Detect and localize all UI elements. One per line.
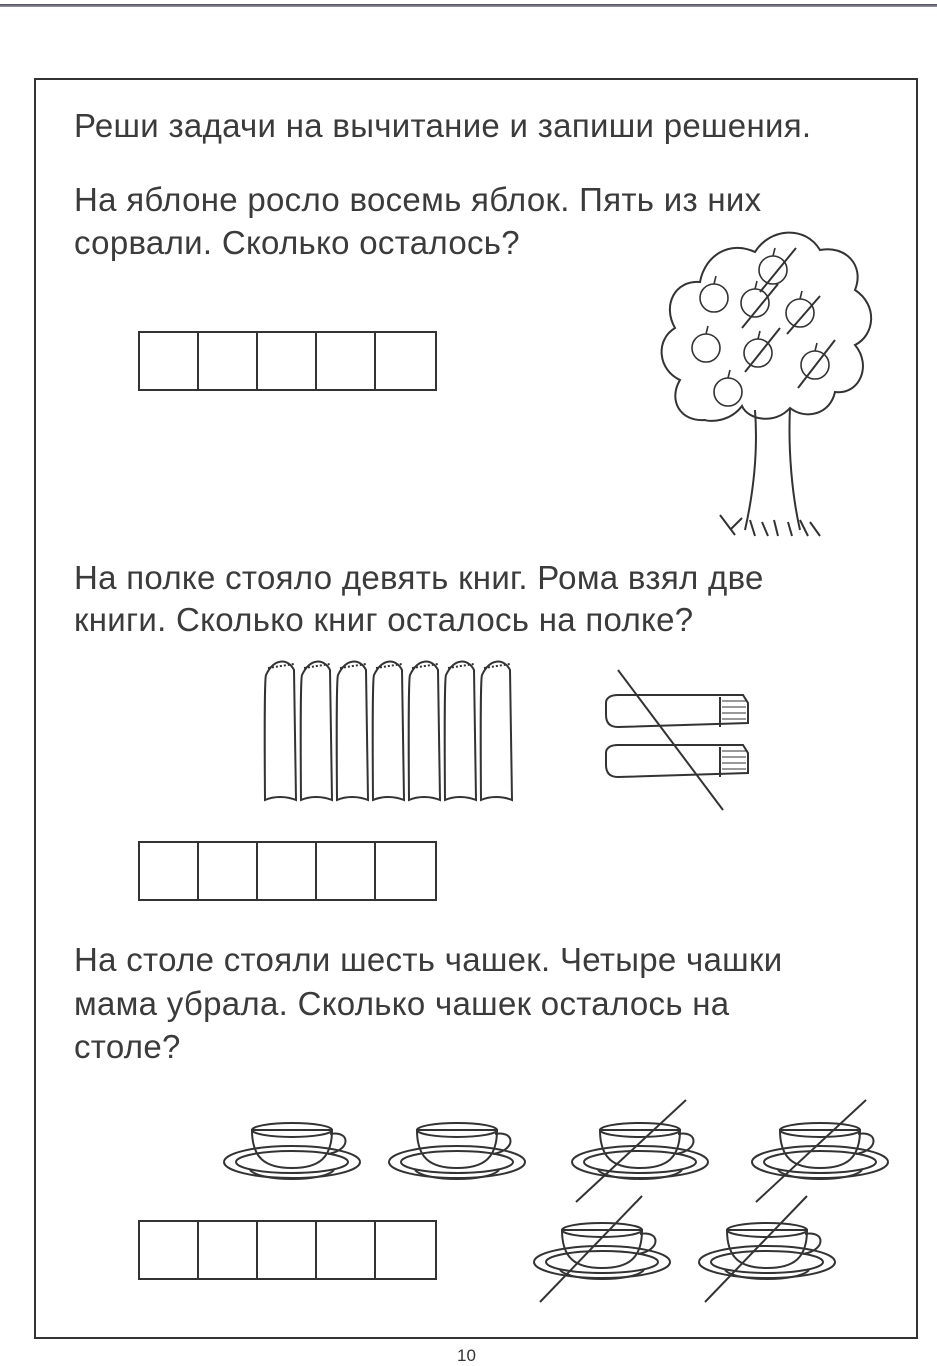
answer-cell[interactable]: [376, 843, 435, 899]
answer-cell[interactable]: [140, 333, 199, 389]
answer-cell[interactable]: [199, 1222, 258, 1278]
answer-cell[interactable]: [140, 843, 199, 899]
apple-tree-illustration: [650, 210, 880, 550]
books-taken-illustration: [598, 665, 758, 810]
problem-2-answer-boxes: [138, 841, 437, 901]
problem-3-answer-boxes: [138, 1220, 437, 1280]
answer-cell[interactable]: [258, 843, 317, 899]
worksheet-title: Реши задачи на вычитание и запиши решения.: [74, 107, 812, 144]
cup-on-saucer: [389, 1123, 525, 1179]
problem-1-line-2: сорвали. Сколько осталось?: [74, 224, 520, 261]
answer-cell[interactable]: [317, 1222, 376, 1278]
problem-3-line-2: мама убрала. Сколько чашек осталось на: [74, 985, 730, 1022]
page-number: 10: [457, 1346, 476, 1365]
book: [409, 662, 440, 800]
cup-on-saucer-crossed: [572, 1100, 708, 1202]
answer-cell[interactable]: [140, 1222, 199, 1278]
cup-on-saucer-crossed: [534, 1196, 670, 1302]
books-cross-mark: [618, 670, 723, 810]
books-standing-illustration: [255, 650, 535, 810]
cup-on-saucer-crossed: [699, 1196, 835, 1302]
answer-cell[interactable]: [199, 333, 258, 389]
book: [481, 662, 512, 800]
problem-2-line-2: книги. Сколько книг осталось на полке?: [74, 601, 694, 638]
book: [265, 662, 296, 800]
answer-cell[interactable]: [258, 333, 317, 389]
answer-cell[interactable]: [317, 333, 376, 389]
cup-on-saucer: [224, 1123, 360, 1179]
cup-on-saucer-crossed: [752, 1100, 888, 1202]
problem-3-line-1: На столе стояли шесть чашек. Четыре чашки: [74, 941, 783, 978]
book: [445, 662, 476, 800]
tree-trunk: [745, 408, 800, 530]
tree-crown: [662, 233, 872, 421]
book: [373, 662, 404, 800]
answer-cell[interactable]: [258, 1222, 317, 1278]
book: [337, 662, 368, 800]
problem-2-line-1: На полке стояло девять книг. Рома взял две: [74, 559, 764, 596]
answer-cell[interactable]: [317, 843, 376, 899]
answer-cell[interactable]: [376, 333, 435, 389]
book-lying: [606, 695, 748, 727]
problem-1-line-1: На яблоне росло восемь яблок. Пять из них: [74, 181, 762, 218]
answer-cell[interactable]: [376, 1222, 435, 1278]
problem-3-line-3: столе?: [74, 1028, 181, 1065]
problem-1-answer-boxes: [138, 331, 437, 391]
apples: [692, 248, 829, 406]
grass: [720, 515, 820, 536]
answer-cell[interactable]: [199, 843, 258, 899]
scan-edge-line: [0, 4, 937, 7]
book: [301, 662, 332, 800]
